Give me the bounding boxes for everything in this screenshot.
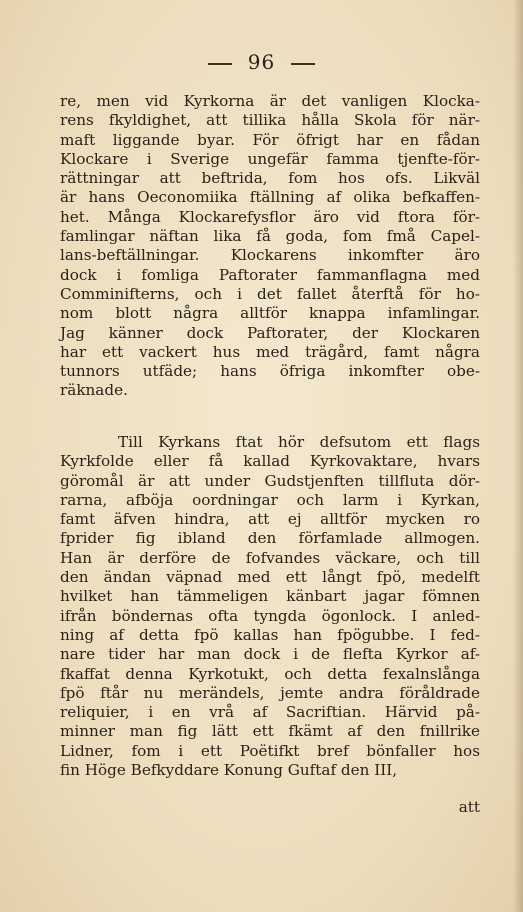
text-line: rättningar att beftrida, fom hos ofs. Likväl xyxy=(60,169,480,188)
text-line: dock i fomliga Paftorater fammanflagna med xyxy=(60,265,480,284)
text-line: fpö ftår nu merändels, jemte andra föråldrade xyxy=(60,683,480,702)
text-line: räknade. xyxy=(60,381,128,400)
text-line: Till Kyrkans ftat hör defsutom ett flags xyxy=(118,433,480,451)
text-line: Han är derföre de fofvandes väckare, och till xyxy=(60,548,480,567)
text-line: reliquier, i en vrå af Sacriftian. Härvid på- xyxy=(60,703,480,722)
text-line: famt äfven hindra, att ej alltför mycken ro xyxy=(60,510,480,529)
text-line: är hans Oeconomiika ftällning af olika befkaffen- xyxy=(60,188,480,207)
text-line: Kyrkfolde eller få kallad Kyrkovaktare, hvars xyxy=(60,452,480,471)
text-line: tunnors utfäde; hans öfriga inkomfter obe- xyxy=(60,362,480,381)
text-line: maft liggande byar. För öfrigt har en fådan xyxy=(60,130,480,149)
text-line: ning af detta fpö kallas han fpögubbe. I fed- xyxy=(60,625,480,644)
text-line: ifrån böndernas ofta tyngda ögonlock. I anled- xyxy=(60,606,480,625)
page-number: 96 xyxy=(247,50,276,74)
text-line: rarna, afböja oordningar och larm i Kyrkan, xyxy=(60,490,480,509)
text-line: fprider fig ibland den förfamlade allmogen. xyxy=(60,529,480,548)
text-line: Comminifterns, och i det fallet återftå för ho- xyxy=(60,284,480,303)
text-line: göromål är att under Gudstjenften tillfluta dör- xyxy=(60,471,480,490)
text-line: rens fkyldighet, att tillika hålla Skola för när- xyxy=(60,111,480,130)
text-line: re, men vid Kyrkorna är det vanligen Klocka- xyxy=(60,92,480,110)
text-line: fin Höge Befkyddare Konung Guftaf den III, xyxy=(60,761,398,780)
text-line: nare tider har man dock i de flefta Kyrkor af- xyxy=(60,645,480,664)
paragraph-2 xyxy=(60,433,480,780)
text-line: nom blott några alltför knappa infamlingar. xyxy=(60,304,480,323)
catchword: att xyxy=(458,798,480,816)
text-line: fkaffat denna Kyrkotukt, och detta fexalnslånga xyxy=(60,664,480,683)
header-dash-left xyxy=(208,63,232,65)
text-line: minner man fig lätt ett fkämt af den fnillrike xyxy=(60,722,480,741)
text-line: hvilket han tämmeligen känbart jagar fömnen xyxy=(60,587,480,606)
text-line: Klockare i Sverige ungefär famma tjenfte-för- xyxy=(60,149,480,168)
text-line: har ett vackert hus med trägård, famt några xyxy=(60,342,480,361)
text-line: Lidner, fom i ett Poëtifkt bref bönfaller hos xyxy=(60,741,480,760)
page-edge-shadow xyxy=(513,0,523,912)
text-line: Jag känner dock Paftorater, der Klockaren xyxy=(60,323,480,342)
paragraph-1 xyxy=(60,92,480,401)
text-line: het. Många Klockarefysflor äro vid ftora för- xyxy=(60,207,480,226)
text-line: lans-beftällningar. Klockarens inkomfter äro xyxy=(60,246,480,265)
text-line: den ändan väpnad med ett långt fpö, medelft xyxy=(60,568,480,587)
text-line: famlingar näftan lika få goda, fom fmå Capel- xyxy=(60,227,480,246)
page-header xyxy=(0,50,523,74)
header-dash-right xyxy=(291,63,315,65)
